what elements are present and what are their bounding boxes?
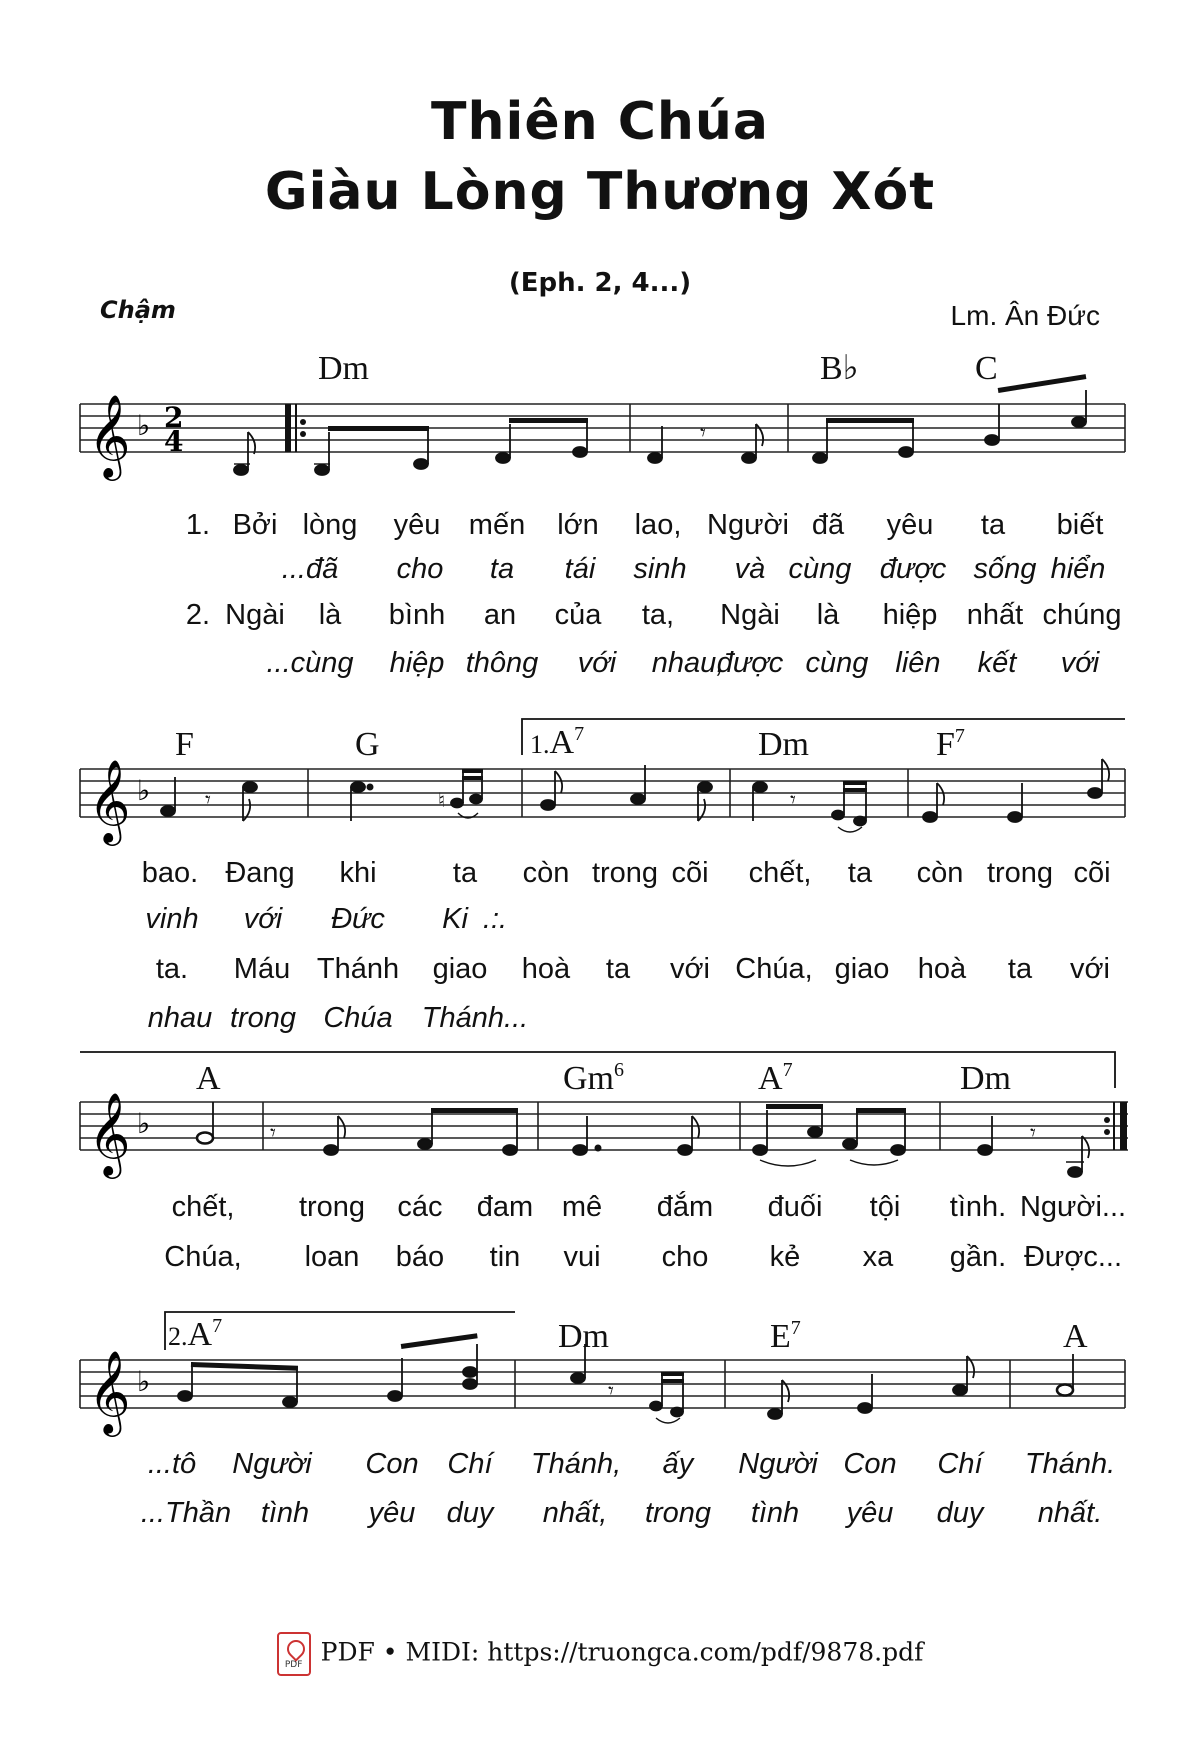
lyric: tình — [750, 1497, 800, 1529]
lyric: hoà — [521, 953, 571, 985]
lyric: Người — [232, 1448, 312, 1480]
chord: $F^7$ — [936, 725, 965, 763]
lyric: đắm — [656, 1191, 714, 1223]
lyric: với — [243, 903, 283, 935]
lyric: đam — [476, 1191, 534, 1223]
lyric: chết, — [171, 1191, 235, 1223]
lyric: nhất. — [1037, 1497, 1103, 1529]
lyric: 2. — [185, 599, 211, 631]
lyric: thông — [465, 647, 539, 679]
flat-icon: ♭ — [137, 1365, 151, 1398]
footer-link[interactable] — [0, 1632, 1200, 1676]
lyric: ...cùng — [266, 647, 354, 679]
lyric: Chúa, — [164, 1241, 242, 1273]
chord: Dm — [758, 726, 809, 763]
lyric: tái — [564, 553, 596, 585]
lyric: kết — [977, 647, 1017, 679]
lyric: của — [554, 599, 602, 631]
lyric: loan — [304, 1241, 360, 1273]
lyric: Bởi — [232, 509, 278, 541]
lyric: cho — [396, 553, 444, 585]
lyric: ta. — [155, 953, 189, 985]
lyric: Chúa — [323, 1002, 393, 1034]
lyric: yêu — [886, 509, 934, 541]
lyric: lòng — [302, 509, 358, 541]
lyric: ...Thần — [140, 1497, 232, 1529]
lyric: với — [577, 647, 617, 679]
volta-1-chord: $1.A^7$ — [530, 723, 585, 761]
lyric: biết — [1056, 509, 1104, 541]
svg-text:𝄾: 𝄾 — [205, 788, 211, 813]
lyric: Thánh — [316, 953, 400, 985]
lyric: vui — [563, 1241, 601, 1273]
lyric: cõi — [671, 857, 709, 889]
lyric: giao — [834, 953, 890, 985]
lyric: hoà — [917, 953, 967, 985]
lyric: các — [397, 1191, 443, 1223]
lyric: yêu — [846, 1497, 894, 1529]
lyric: 1. — [185, 509, 211, 541]
chord: G — [355, 726, 380, 763]
chord: A — [196, 1060, 221, 1097]
lyric: cùng — [805, 647, 869, 679]
tempo-marking: Chậm — [100, 296, 176, 324]
lyric: Con — [843, 1448, 897, 1480]
treble-clef-icon: 𝄞 — [88, 1091, 131, 1175]
lyric: trong — [229, 1002, 297, 1034]
chord: Dm — [960, 1060, 1011, 1097]
volta-2-bracket — [165, 1312, 515, 1353]
lyric: bao. — [141, 857, 199, 889]
lyric: cõi — [1073, 857, 1111, 889]
footer-text[interactable]: PDF • MIDI: https://truongca.com/pdf/9878.pdf — [320, 1637, 924, 1667]
lyric: Người — [738, 1448, 818, 1480]
svg-text:♮: ♮ — [438, 788, 446, 812]
svg-text:2: 2 — [164, 401, 184, 434]
lyric: trong — [591, 857, 659, 889]
volta-1-bracket — [522, 719, 1125, 755]
lyric: tình — [260, 1497, 310, 1529]
flat-icon: ♭ — [137, 774, 151, 807]
lyric: Thánh. — [1024, 1448, 1116, 1480]
lyric: báo — [395, 1241, 445, 1273]
lyric: sống — [973, 553, 1037, 585]
lyric: ta — [1007, 953, 1033, 985]
lyric: tình. — [949, 1191, 1007, 1223]
lyric: còn — [916, 857, 964, 889]
lyric: lớn — [557, 509, 599, 541]
lyric: Người... — [1019, 1191, 1127, 1223]
chord: Gm$^6$ — [563, 1059, 624, 1097]
lyric: Thánh... — [421, 1002, 529, 1034]
lyric: duy — [446, 1497, 494, 1529]
lyric: tin — [489, 1241, 521, 1273]
lyric: Ngài — [720, 599, 780, 631]
composer: Lm. Ân Đức — [950, 300, 1100, 331]
treble-clef-icon: 𝄞 — [88, 758, 131, 842]
svg-text:𝄾: 𝄾 — [270, 1121, 276, 1146]
lyric: Ki — [442, 903, 468, 935]
lyric: cùng — [788, 553, 852, 585]
lyric: chúng — [1042, 599, 1122, 631]
chord: $A^7$ — [758, 1059, 793, 1097]
lyric: và — [734, 553, 766, 585]
lyric: Chúa, — [735, 953, 813, 985]
lyric: Đức — [331, 903, 385, 935]
lyric: được — [716, 647, 784, 679]
lyric: là — [318, 599, 342, 631]
scripture-reference: (Eph. 2, 4...) — [508, 268, 692, 298]
lyric: còn — [522, 857, 570, 889]
lyric: Chí — [447, 1448, 493, 1480]
lyric: ta — [489, 553, 515, 585]
lyric: hiệp — [389, 647, 445, 679]
chord: $E^7$ — [770, 1317, 801, 1355]
lyric: hiệp — [882, 599, 938, 631]
lyric: bình — [388, 599, 446, 631]
lyric: an — [483, 599, 517, 631]
song-title-line-2: Giàu Lòng Thương Xót — [264, 162, 936, 222]
lyric: trong — [298, 1191, 366, 1223]
lyric: nhất, — [542, 1497, 608, 1529]
chord: Dm — [318, 350, 369, 387]
lyric: nhau — [147, 1002, 213, 1034]
svg-text:𝄾: 𝄾 — [1030, 1121, 1036, 1146]
lyric: ta — [605, 953, 631, 985]
volta-1-bracket-end — [80, 1052, 1115, 1088]
lyric: lao, — [634, 509, 682, 541]
lyric: kẻ — [769, 1241, 801, 1273]
lyric: đuối — [767, 1191, 823, 1223]
lyric: cho — [661, 1241, 709, 1273]
lyric: Được... — [1023, 1241, 1123, 1273]
lyric: sinh — [633, 553, 687, 585]
lyric: mến — [468, 509, 526, 541]
lyric: ...tô — [147, 1448, 197, 1480]
volta-2-chord: $2.A^7$ — [168, 1315, 223, 1353]
lyric: trong — [986, 857, 1054, 889]
lyric: với — [1060, 647, 1100, 679]
lyric: tội — [869, 1191, 901, 1223]
svg-text:𝄾: 𝄾 — [790, 788, 796, 813]
flat-icon: ♭ — [137, 1107, 151, 1140]
lyric: duy — [936, 1497, 984, 1529]
staff-system-1 — [0, 380, 1200, 500]
repeat-dots: .:. — [482, 903, 508, 935]
lyric: vinh — [145, 903, 199, 935]
svg-text:𝄾: 𝄾 — [700, 421, 706, 446]
pdf-file-icon: PDF — [277, 1632, 311, 1676]
lyric: ta, — [641, 599, 675, 631]
lyric: Con — [365, 1448, 419, 1480]
song-title-line-1: Thiên Chúa — [431, 92, 769, 152]
lyric: gần. — [949, 1241, 1007, 1273]
lyric: ấy — [662, 1448, 694, 1480]
lyric: đã — [811, 509, 845, 541]
chord: F — [175, 726, 194, 763]
svg-text:𝄾: 𝄾 — [608, 1379, 614, 1404]
lyric: Người — [707, 509, 789, 541]
lyric: là — [816, 599, 840, 631]
lyric: được — [879, 553, 947, 585]
lyric: nhau, — [651, 647, 725, 679]
chord: B♭ — [820, 350, 859, 387]
lyric: Thánh, — [530, 1448, 622, 1480]
lyric: nhất — [966, 599, 1024, 631]
chord: C — [975, 350, 998, 387]
staff-system-3 — [0, 1048, 1200, 1178]
treble-clef-icon: 𝄞 — [88, 1349, 131, 1433]
lyric: khi — [339, 857, 377, 889]
treble-clef-icon: 𝄞 — [88, 393, 131, 477]
chord: Dm — [558, 1318, 609, 1355]
lyric: ta — [452, 857, 478, 889]
lyric: trong — [644, 1497, 712, 1529]
lyric: ta — [847, 857, 873, 889]
lyric: giao — [432, 953, 488, 985]
lyric: Đang — [225, 857, 295, 889]
lyric: Chí — [937, 1448, 983, 1480]
lyric: hiển — [1050, 553, 1106, 585]
flat-icon: ♭ — [137, 409, 151, 442]
lyric: yêu — [368, 1497, 416, 1529]
svg-text:4: 4 — [164, 425, 184, 458]
staff-system-2 — [0, 715, 1200, 845]
lyric: mê — [561, 1191, 603, 1223]
lyric: yêu — [393, 509, 441, 541]
lyric: với — [1070, 953, 1110, 985]
lyric: liên — [895, 647, 941, 679]
lyric: Ngài — [225, 599, 285, 631]
lyric: chết, — [748, 857, 812, 889]
lyric: với — [670, 953, 710, 985]
lyric: xa — [862, 1241, 894, 1273]
lyric: Máu — [233, 953, 291, 985]
chord: A — [1063, 1318, 1088, 1355]
lyric: ...đã — [281, 553, 339, 585]
lyric: ta — [980, 509, 1006, 541]
staff-system-4 — [0, 1306, 1200, 1436]
